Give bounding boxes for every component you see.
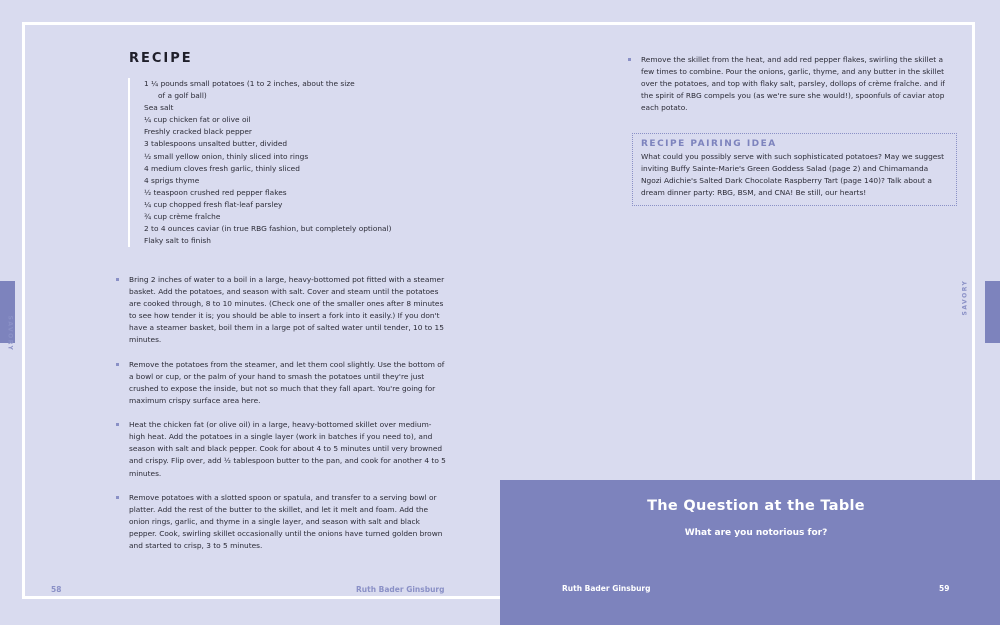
page-number-right: 59 xyxy=(939,584,950,593)
question-text: What are you notorious for? xyxy=(684,528,828,538)
method-step xyxy=(116,492,446,552)
ingredient-item: 4 sprigs thyme xyxy=(144,175,200,185)
ingredient-line-continued: of a golf ball) xyxy=(158,91,207,101)
pairing-text: What could you possibly serve with such sophisticated potatoes? May we suggest inviting Buffy Sainte-Marie's Green Goddess Salad (page 2) and Chimamanda Ngozi Adichie's Salted Dark Chocolate Raspberry Tart (page 140)? Talk about a dream dinner party: RBG, BSM, and CNA! Be still, our hearts! xyxy=(641,152,945,198)
ingredient-item: ½ teaspoon crushed red pepper flakes xyxy=(144,187,287,197)
square-bullet-icon xyxy=(116,278,119,281)
ingredient-list xyxy=(128,78,414,247)
ingredient-item xyxy=(144,78,414,102)
ingredient-line: 1 ¼ pounds small potatoes (1 to 2 inches, about the size xyxy=(144,79,355,88)
square-bullet-icon xyxy=(116,423,119,426)
ingredient-item: Sea salt xyxy=(144,103,174,113)
right-column xyxy=(628,54,946,114)
ingredient-item: ¼ cup chicken fat or olive oil xyxy=(144,115,251,125)
method-step xyxy=(116,274,446,347)
recipe-section-title: RECIPE xyxy=(129,51,193,66)
method-step xyxy=(628,54,946,114)
method-step xyxy=(116,359,446,407)
method-step xyxy=(116,419,446,479)
ingredient-item: Flaky salt to finish xyxy=(144,236,211,246)
ingredient-item: ¼ cup chopped fresh flat-leaf parsley xyxy=(144,199,283,209)
method-step-text: Heat the chicken fat (or olive oil) in a large, heavy-bottomed skillet over medium-high heat. Add the potatoes in a single layer (work in batches if you need to), and season with salt and black pepper. Cook for about 4 to 5 minutes until very browned and crispy. Flip over, add ½ tablespoon butter to the pan, and cook for another 4 to 5 minutes. xyxy=(129,420,446,478)
square-bullet-icon xyxy=(116,363,119,366)
side-tab-right xyxy=(985,281,1000,343)
square-bullet-icon xyxy=(628,58,631,61)
side-label-right: SAVORY xyxy=(961,279,969,316)
pairing-title: RECIPE PAIRING IDEA xyxy=(641,139,777,149)
page-number-left: 58 xyxy=(51,585,62,594)
square-bullet-icon xyxy=(116,496,119,499)
question-title: The Question at the Table xyxy=(647,498,865,514)
method-steps xyxy=(116,274,446,564)
ingredient-item: 2 to 4 ounces caviar (in true RBG fashion, but completely optional) xyxy=(144,224,392,234)
question-panel xyxy=(500,480,1000,625)
method-step-text: Bring 2 inches of water to a boil in a large, heavy-bottomed pot fitted with a steamer basket. Add the potatoes, and season with salt. Cover and steam until the potatoes are cooked through, 8 to 10 minutes. (Check one of the smaller ones after 8 minutes to see how tender it is; you should be able to insert a fork into it easily.) If you don't have a steamer basket, boil them in a large pot of salted water until tender, 10 to 15 minutes. xyxy=(129,275,445,345)
running-author-left: Ruth Bader Ginsburg xyxy=(356,585,445,594)
method-step-text: Remove the skillet from the heat, and add red pepper flakes, swirling the skillet a few times to combine. Pour the onions, garlic, thyme, and any butter in the skillet over the potatoes, and top with flaky salt, parsley, dollops of crème fraîche. and if the spirit of RBG compels you (as we're sure she would!), spoonfuls of caviar atop each potato. xyxy=(641,55,945,113)
recipe-pairing-box xyxy=(632,133,957,206)
ingredient-item: 4 medium cloves fresh garlic, thinly sliced xyxy=(144,163,300,173)
ingredient-item: 3 tablespoons unsalted butter, divided xyxy=(144,139,288,149)
method-step-text: Remove the potatoes from the steamer, and let them cool slightly. Use the bottom of a bowl or cup, or the palm of your hand to smash the potatoes until they're just crushed to expose the inside, but not so much that they fall apart. You're going for maximum crispy surface area here. xyxy=(129,359,445,405)
ingredient-item: ¾ cup crème fraîche xyxy=(144,212,221,222)
running-author-right: Ruth Bader Ginsburg xyxy=(562,584,651,593)
side-label-left: SAVORY xyxy=(6,315,14,352)
method-step-text: Remove potatoes with a slotted spoon or spatula, and transfer to a serving bowl or platter. Add the rest of the butter to the skillet, and let it melt and foam. Add the onion rings, garlic, and thyme in a single layer, and season with salt and black pepper. Cook, swirling skillet occasionally until the onions have turned golden brown and started to crisp, 3 to 5 minutes. xyxy=(129,492,443,551)
ingredient-item: Freshly cracked black pepper xyxy=(144,127,252,137)
ingredient-item: ½ small yellow onion, thinly sliced into rings xyxy=(144,151,309,161)
